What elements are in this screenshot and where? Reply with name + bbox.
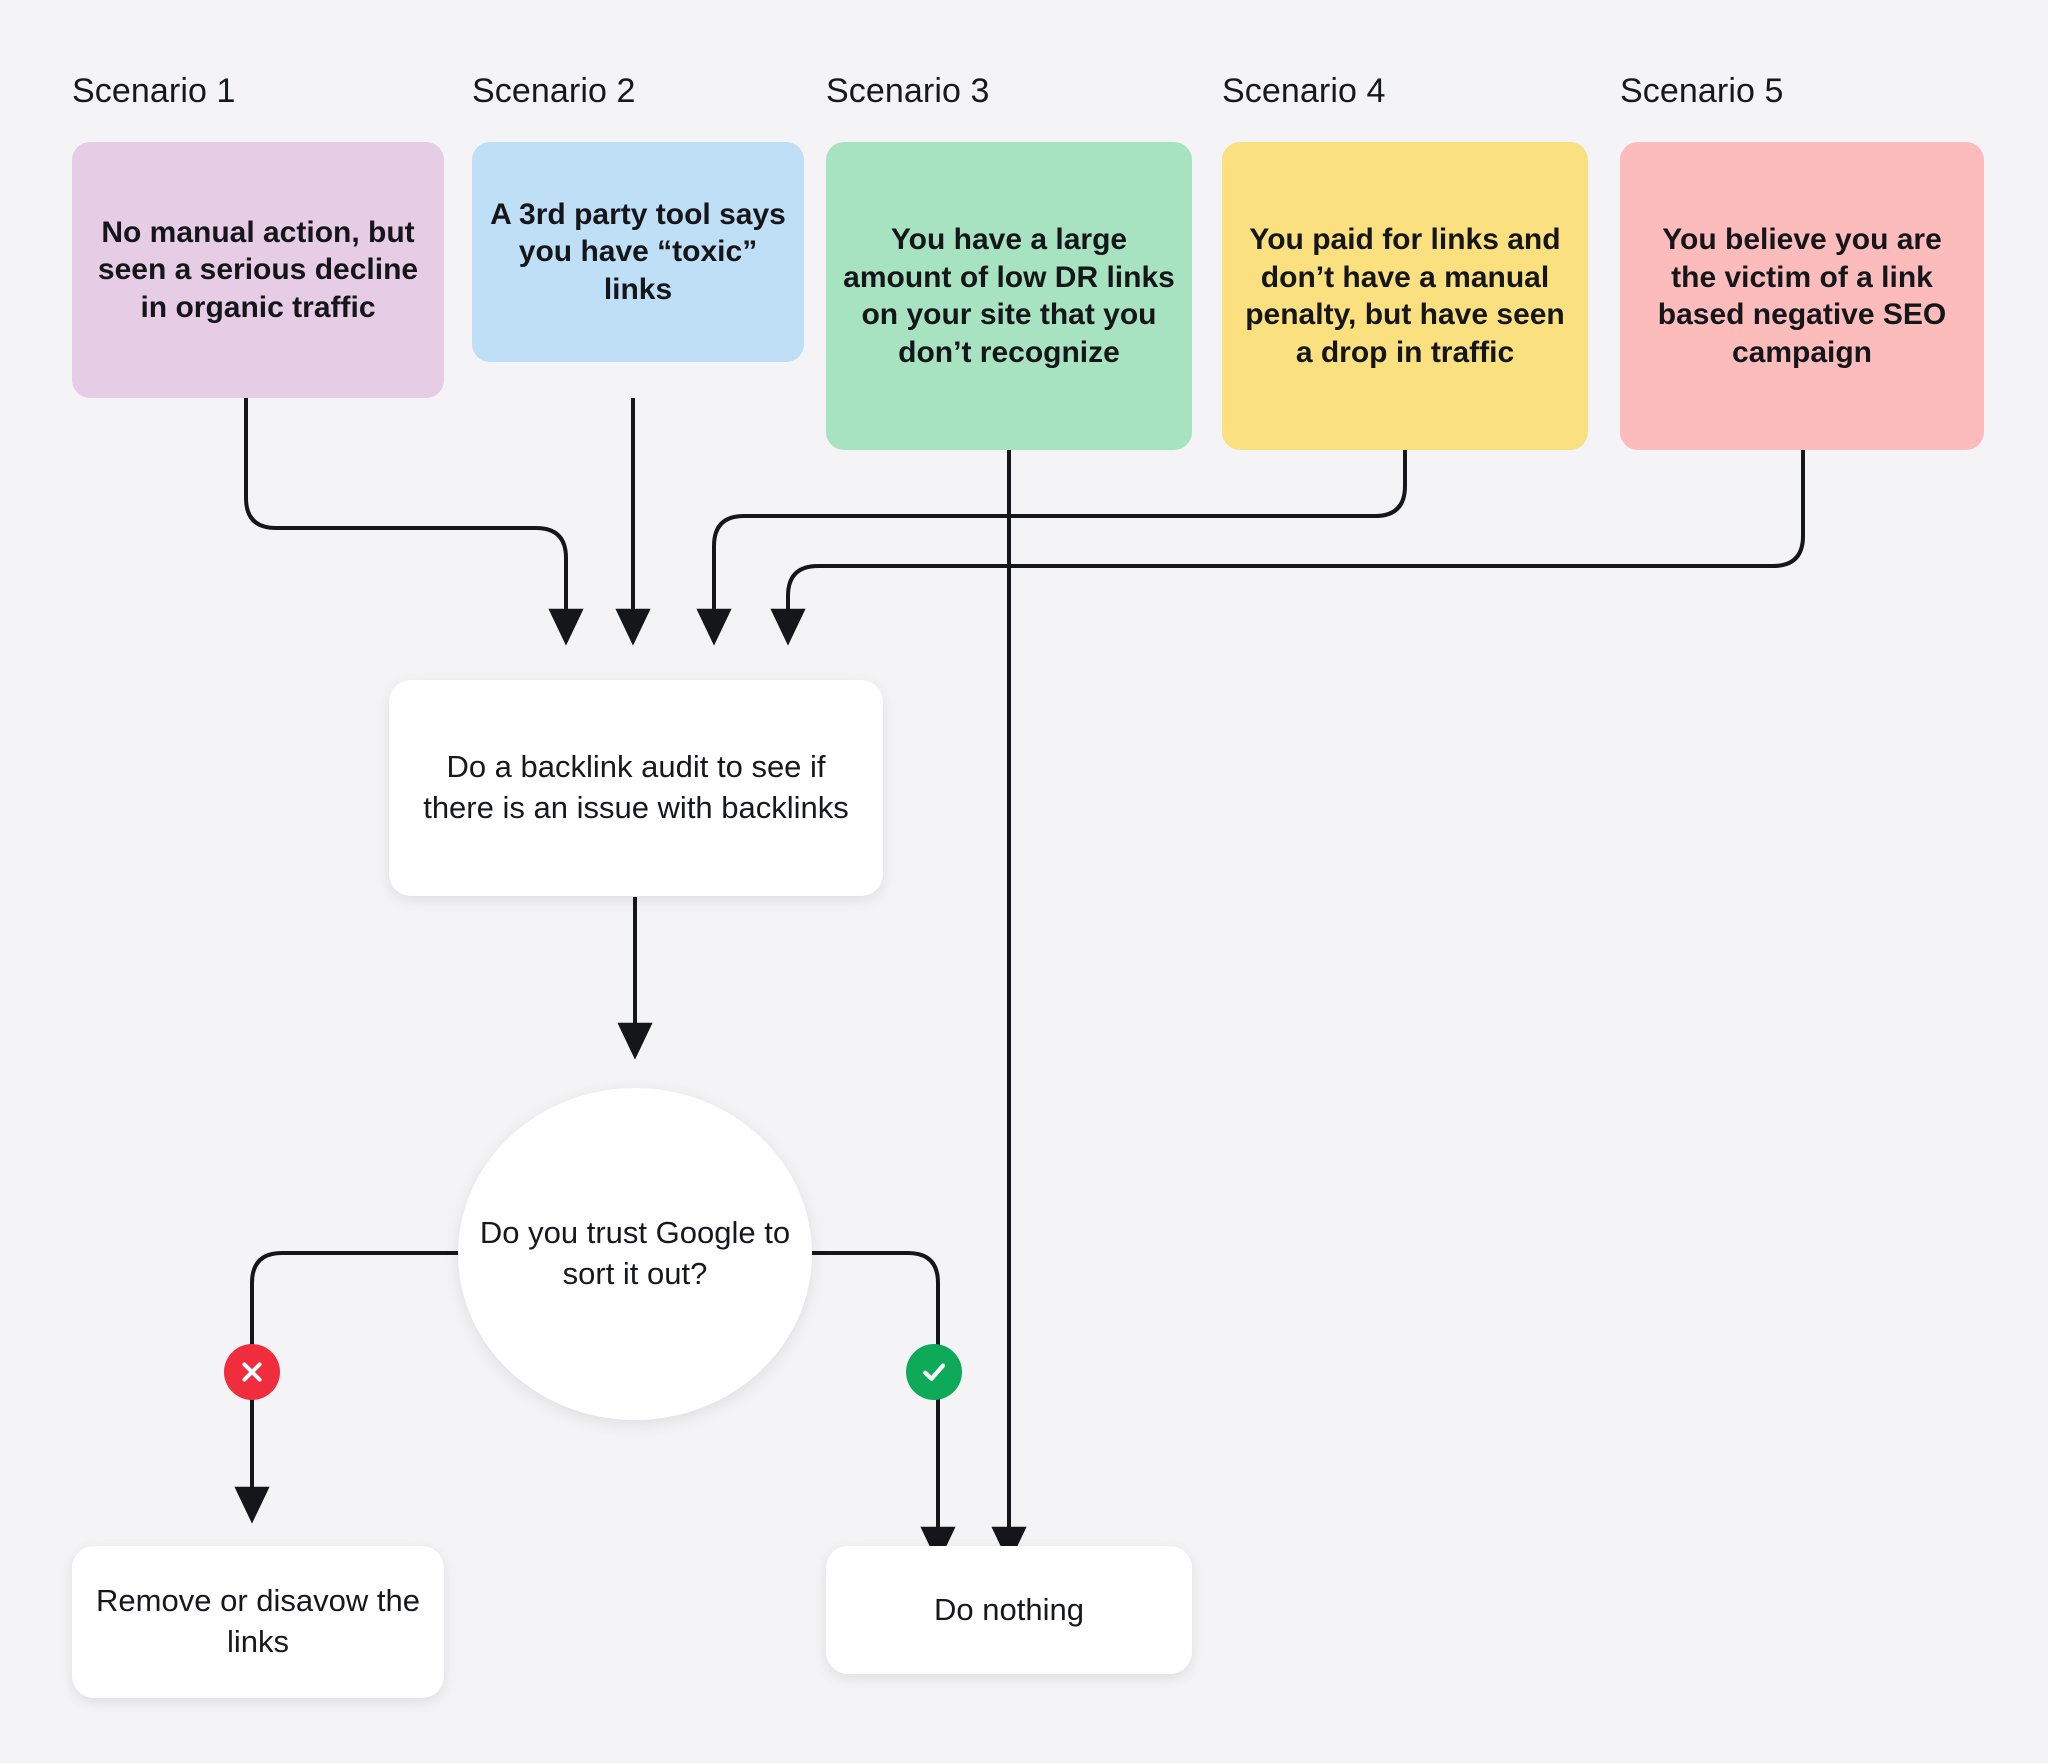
edge-scenario4-to-audit xyxy=(714,450,1405,628)
check-icon xyxy=(906,1344,962,1400)
scenario-label-5: Scenario 5 xyxy=(1620,72,1784,110)
scenario-box-4[interactable]: You paid for links and don’t have a manual penalty, but have seen a drop in traffic xyxy=(1222,142,1588,450)
node-trust-google-decision[interactable]: Do you trust Google to sort it out? xyxy=(458,1088,812,1420)
scenario-label-2: Scenario 2 xyxy=(472,72,636,110)
edge-decision-no-to-remove xyxy=(252,1253,458,1506)
edge-scenario1-to-audit xyxy=(246,398,566,628)
node-do-nothing[interactable]: Do nothing xyxy=(826,1546,1192,1674)
scenario-label-1: Scenario 1 xyxy=(72,72,236,110)
node-backlink-audit[interactable]: Do a backlink audit to see if there is an issue with backlinks xyxy=(389,680,883,896)
scenario-box-3[interactable]: You have a large amount of low DR links on your site that you don’t recognize xyxy=(826,142,1192,450)
edge-decision-yes-to-do-nothing xyxy=(812,1253,938,1546)
edge-scenario5-to-audit xyxy=(788,450,1803,628)
scenario-box-5[interactable]: You believe you are the victim of a link based negative SEO campaign xyxy=(1620,142,1984,450)
node-remove-or-disavow[interactable]: Remove or disavow the links xyxy=(72,1546,444,1698)
scenario-label-3: Scenario 3 xyxy=(826,72,990,110)
scenario-box-1[interactable]: No manual action, but seen a serious decline in organic traffic xyxy=(72,142,444,398)
scenario-label-4: Scenario 4 xyxy=(1222,72,1386,110)
cross-icon xyxy=(224,1344,280,1400)
scenario-box-2[interactable]: A 3rd party tool says you have “toxic” links xyxy=(472,142,804,362)
